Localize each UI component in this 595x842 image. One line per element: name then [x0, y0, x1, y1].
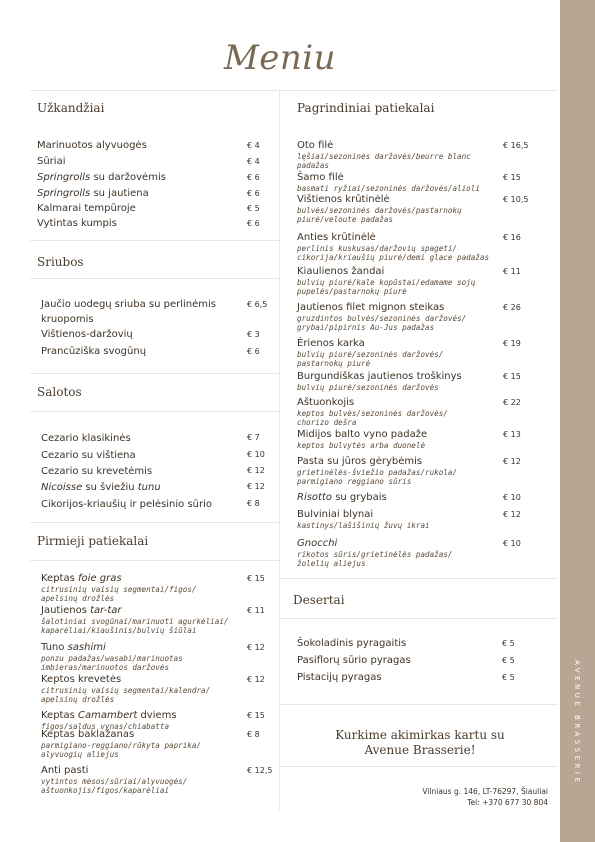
menu-item-description: apelsinų drožlės: [41, 594, 115, 603]
menu-item: [41, 642, 277, 672]
menu-item-name: Anti pasti: [41, 765, 89, 776]
promo-text: [300, 728, 540, 758]
menu-price: € 10,5: [503, 195, 529, 204]
menu-item-name: Kiaulienos žandai: [297, 266, 385, 277]
menu-item: Kalmarai tempūroje: [37, 203, 136, 214]
menu-item: Cezario su vištiena: [41, 450, 136, 461]
menu-item-name: Oto filė: [297, 140, 334, 151]
brand-vertical-text: AVENUE BRASSERIE: [573, 660, 581, 786]
menu-item: Sūriai: [37, 156, 66, 167]
menu-price: € 5: [502, 656, 515, 665]
menu-item-name: Bulviniai blynai: [297, 509, 374, 520]
menu-item: [297, 338, 533, 368]
menu-item: Jaučio uodegų sriuba su perlinėmis: [41, 299, 217, 310]
menu-item-description: aštuonkojis/figos/kaparėliai: [41, 786, 170, 795]
menu-item: [297, 429, 533, 450]
menu-item: Vytintas kumpis: [37, 218, 117, 229]
menu-price: € 8: [247, 499, 260, 508]
menu-title: Meniu: [223, 38, 337, 78]
menu-item-name: Ėrienos karka: [297, 338, 365, 349]
menu-price: € 15: [247, 711, 265, 720]
menu-item: [297, 492, 533, 504]
menu-item: Marinuotos alyvuogės: [37, 140, 147, 151]
menu-item-name: Risotto su grybais: [297, 492, 387, 503]
menu-item: Pistacijų pyragas: [297, 672, 382, 683]
divider: [30, 90, 558, 91]
divider: [280, 704, 558, 705]
divider: [30, 522, 279, 523]
menu-price: € 12: [503, 457, 521, 466]
menu-item: [297, 397, 533, 427]
promo-line: Kurkime akimirkas kartu su: [335, 728, 505, 742]
menu-item: [41, 674, 277, 704]
menu-item: [41, 605, 277, 635]
menu-price: € 5: [502, 639, 515, 648]
menu-item: Springrolls su jautiena: [37, 188, 149, 199]
menu-item-name: Vištienos krūtinėlė: [297, 194, 390, 205]
menu-item: Cezario klasikinės: [41, 433, 131, 444]
menu-price: € 10: [503, 539, 521, 548]
menu-item-name: Pasta su jūros gėrybėmis: [297, 456, 423, 467]
menu-item: [297, 538, 533, 568]
menu-item: [41, 729, 277, 759]
menu-item-description: šalotiniai svogūnai/marinuoti agurkėliai/: [41, 617, 229, 626]
section-heading-sriubos: Sriubos: [37, 255, 84, 269]
menu-price: € 6,5: [247, 300, 268, 309]
menu-item-description: vytintos mėsos/sūriai/alyvuogės/: [41, 777, 188, 786]
menu-item-description: keptos bulvytės arba duonelė: [297, 441, 426, 450]
menu-item: Nicoisse su šviežiu tunu: [41, 482, 161, 493]
menu-price: € 5: [502, 673, 515, 682]
menu-item-name: Keptas baklažanas: [41, 729, 135, 740]
menu-item-name: Anties krūtinėlė: [297, 232, 376, 243]
menu-item-name: Jautienos filet mignon steikas: [297, 302, 445, 313]
menu-item: [297, 140, 533, 170]
menu-price: € 6: [247, 347, 260, 356]
menu-price: € 6: [247, 189, 260, 198]
menu-item-description: parmigiano reggiano sūris: [297, 477, 412, 486]
brand-sidebar: [560, 0, 595, 842]
menu-item-name: Tuno sashimi: [41, 642, 106, 653]
menu-item-description: kaparėliai/kiaušinis/bulvių šiūlai: [41, 626, 197, 635]
menu-item-description: keptos bulvės/sezoninės daržovės/: [297, 409, 448, 418]
menu-item-description: apelsinų drožlės: [41, 695, 115, 704]
menu-price: € 8: [247, 730, 260, 739]
menu-item-description: bulvės/sezoninės daržovės/pastarnokų: [297, 206, 462, 215]
column-divider: [279, 90, 280, 810]
menu-item-description: ponzu padažas/wasabi/marinuotas: [41, 654, 183, 663]
divider: [30, 373, 279, 374]
menu-price: € 4: [247, 157, 260, 166]
menu-item-description: alyvuogių aliejus: [41, 750, 119, 759]
menu-item: Šokoladinis pyragaitis: [297, 638, 407, 649]
menu-item: [41, 710, 277, 731]
menu-item: [297, 172, 533, 193]
promo-line: Avenue Brasserie!: [364, 743, 476, 757]
menu-item-name: Keptos krevetės: [41, 674, 122, 685]
divider: [30, 240, 279, 241]
divider: [30, 278, 279, 279]
menu-item-description: piurė/veloute padažas: [297, 215, 394, 224]
menu-item-name: Keptas Camambert dviems: [41, 710, 177, 721]
section-heading-desertai: Desertai: [293, 593, 345, 607]
menu-item-description: lęšiai/sezoninės daržovės/beurre blanc: [297, 152, 471, 161]
menu-item: Prancūziška svogūnų: [41, 346, 147, 357]
menu-price: € 6: [247, 173, 260, 182]
menu-item: [297, 266, 533, 296]
menu-item-name: Keptas foie gras: [41, 573, 122, 584]
menu-item-description: kastinys/lašišinių žuvų ikrai: [297, 521, 430, 530]
menu-price: € 13: [503, 430, 521, 439]
menu-price: € 6: [247, 219, 260, 228]
phone: Tel: +370 677 30 804: [467, 798, 548, 807]
menu-item: Cikorijos-kriaušių ir pelėsinio sūrio: [41, 499, 213, 510]
menu-price: € 11: [503, 267, 521, 276]
menu-price: € 12: [247, 675, 265, 684]
menu-price: € 16,5: [503, 141, 529, 150]
menu-item: [41, 765, 277, 795]
divider: [280, 618, 558, 619]
menu-item-name: Burgundiškas jautienos troškinys: [297, 371, 462, 382]
menu-item: Cezario su krevetėmis: [41, 466, 153, 477]
menu-price: € 7: [247, 433, 260, 442]
divider: [280, 578, 558, 579]
menu-item-description: bulvių piurė/kale kopūstai/edamame sojų: [297, 278, 476, 287]
menu-item: [297, 456, 533, 486]
section-heading-pirmieji: Pirmieji patiekalai: [37, 534, 149, 548]
menu-item: [297, 194, 533, 224]
menu-price: € 16: [503, 233, 521, 242]
divider: [30, 411, 279, 412]
menu-item-description: padažas: [297, 161, 330, 170]
menu-item-continuation: kruopomis: [41, 314, 94, 325]
menu-item-description: citrusinių vaisių segmentai/kalendra/: [41, 686, 211, 695]
menu-price: € 15: [503, 372, 521, 381]
divider: [30, 560, 279, 561]
menu-price: € 15: [247, 574, 265, 583]
section-heading-uzkandziai: Užkandžiai: [37, 101, 105, 115]
menu-item-description: imbieras/marinuotos daržovės: [41, 663, 170, 672]
section-heading-salotos: Salotos: [37, 385, 82, 399]
section-heading-pagrindiniai: Pagrindiniai patiekalai: [297, 101, 435, 115]
menu-item-description: grietinėlės-šviežio padažas/rukola/: [297, 468, 458, 477]
menu-item-description: basmati ryžiai/sezoninės daržovės/alioli: [297, 184, 480, 193]
menu-item-description: parmigiano-reggiano/rūkyta paprika/: [41, 741, 202, 750]
menu-item-description: citrusinių vaisių segmentai/figos/: [41, 585, 197, 594]
menu-price: € 22: [503, 398, 521, 407]
menu-price: € 5: [247, 204, 260, 213]
menu-item-description: bulvių piurė/sezoninės daržovės: [297, 383, 439, 392]
menu-item-name: Jautienos tar-tar: [41, 605, 122, 616]
menu-price: € 12: [247, 482, 265, 491]
menu-item-description: žolelių aliejus: [297, 559, 366, 568]
menu-item-description: rikotos sūris/grietinėlės padažas/: [297, 550, 453, 559]
menu-item-description: chorizo dešra: [297, 418, 357, 427]
menu-price: € 12: [247, 466, 265, 475]
menu-price: € 15: [503, 173, 521, 182]
menu-price: € 11: [247, 606, 265, 615]
menu-price: € 19: [503, 339, 521, 348]
menu-price: € 10: [503, 493, 521, 502]
menu-item-description: gruzdintos bulvės/sezoninės daržovės/: [297, 314, 467, 323]
menu-item-description: figos/saldus vynas/chiabatta: [41, 722, 170, 731]
menu-item: Vištienos-daržovių: [41, 329, 133, 340]
menu-item: [297, 302, 533, 332]
menu-price: € 10: [247, 450, 265, 459]
menu-item-description: perlinis kuskusas/daržovių spageti/: [297, 244, 458, 253]
menu-item: [41, 573, 277, 603]
menu-item-description: pupelės/pastarnokų piurė: [297, 287, 407, 296]
menu-price: € 4: [247, 141, 260, 150]
menu-item: Springrolls su daržovėmis: [37, 172, 166, 183]
menu-price: € 12,5: [247, 766, 273, 775]
contact-block: [348, 786, 548, 808]
menu-item-description: grybai/pipirnis Au-Jus padažas: [297, 323, 435, 332]
menu-price: € 3: [247, 330, 260, 339]
menu-item: Pasiflorų sūrio pyragas: [297, 655, 411, 666]
menu-item-description: pastarnokų piurė: [297, 359, 371, 368]
menu-item: [297, 232, 533, 262]
menu-item: [297, 509, 533, 530]
divider: [280, 766, 558, 767]
menu-item: [297, 371, 533, 392]
menu-item-name: Šamo filė: [297, 172, 344, 183]
menu-item-name: Midijos balto vyno padaže: [297, 429, 428, 440]
menu-item-description: cikorija/kriaušių piurė/demi glace padažas: [297, 253, 490, 262]
address: Vilniaus g. 146, LT-76297, Šiauliai: [422, 787, 548, 796]
menu-price: € 26: [503, 303, 521, 312]
menu-price: € 12: [247, 643, 265, 652]
menu-price: € 12: [503, 510, 521, 519]
menu-item-description: bulvių piurė/sezoninės daržovės/: [297, 350, 444, 359]
menu-item-name: Aštuonkojis: [297, 397, 355, 408]
menu-item-name: Gnocchi: [297, 538, 338, 549]
